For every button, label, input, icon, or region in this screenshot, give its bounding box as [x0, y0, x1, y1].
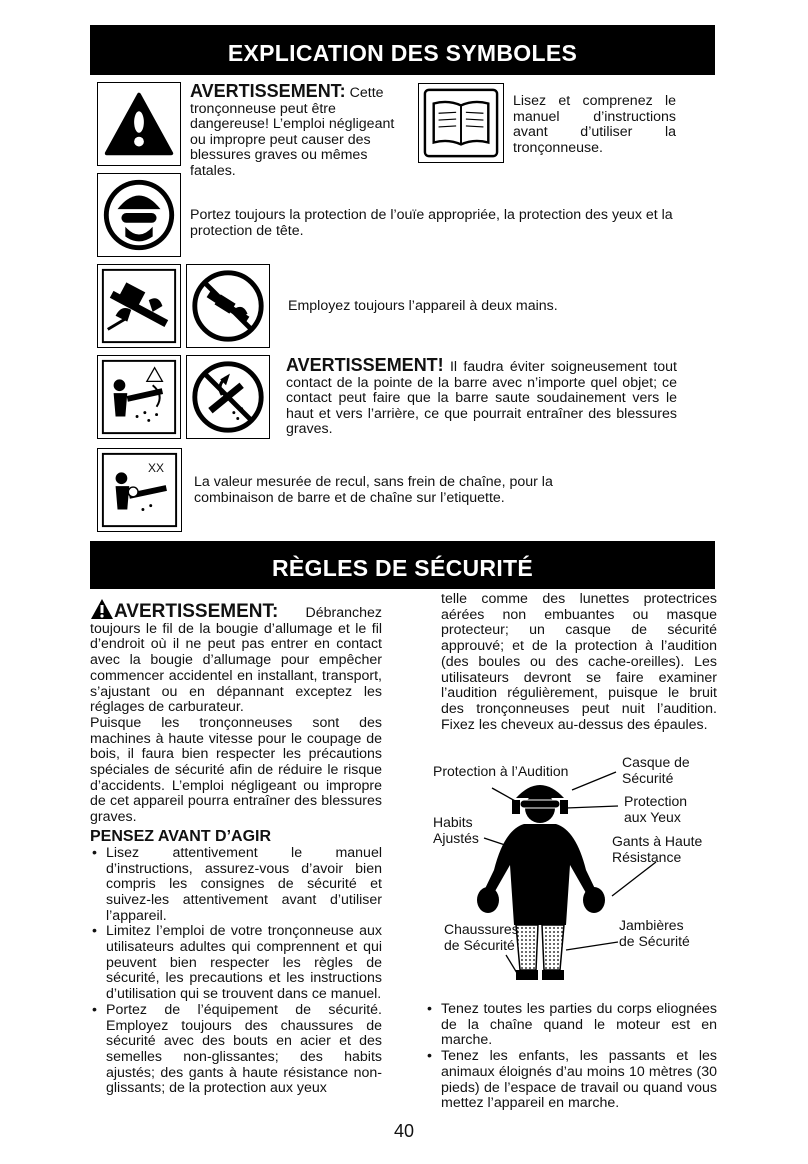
kickback-icon — [97, 355, 181, 439]
label-eyes: Protection aux Yeux — [624, 793, 688, 825]
rules-warning: AVERTISSEMENT: Débranchez toujours le fil de la bougie d’allumage et le fil d’endroit où il ne peut pas entrer en contact avec la bougie d’allumage pour empêcher commencer accidentel en installant, transport, s’ajustant ou en dépannant exceptez les réglages de carburateur. — [90, 598, 382, 716]
two-hands-text: Employez toujours l’appareil à deux mains. — [288, 298, 558, 314]
read-manual-icon — [418, 83, 504, 163]
recoil-text: La valeur mesurée de recul, sans frein de chaîne, pour la combinaison de barre et de chaîne sur l’etiquette. — [194, 474, 553, 506]
protective-gear-figure — [420, 750, 720, 995]
list-item: • Tenez les enfants, les passants et les animaux éloignés d’au moins 10 mètres (30 pieds) de l’espace de travail ou quand vous mettez l’appareil en marche. — [425, 1049, 717, 1112]
manual-text: Lisez et comprenez le manuel d’instructions avant d’utiliser la tronçonneuse. — [513, 93, 676, 156]
label-clothes: Habits Ajustés — [433, 814, 479, 846]
rules-right-bullets — [425, 1002, 717, 1112]
label-shoes: Chaussures de Sécurité — [444, 921, 519, 953]
warning-triangle-icon — [97, 82, 181, 166]
label-helmet: Casque de Sécurité — [622, 754, 690, 786]
kickback-text: AVERTISSEMENT! Il faudra éviter soigneusement tout contact de la pointe de la barre avec n’importe quel objet; ce contact peut faire que la barre saute soudainement vers le haut et vers l’arrière, ce que pourrait entraîner des blessures graves. — [286, 355, 677, 437]
continuation-text: telle comme des lunettes protectrices aérées non embuantes ou masque protecteur; un casque de sécurité approuvé; et de la protection à l’audition (des boules ou des cache-oreilles). Les utilisateurs devront se faire examiner l’audition régulièrement, puisque le bruit des tronçonneuses peut nuit l’audition. Fixez les cheveux au-dessus des épaules. — [441, 591, 717, 733]
rules-banner: RÈGLES DE SÉCURITÉ — [90, 541, 715, 589]
list-item: • Limitez l’emploi de votre tronçonneuse aux utilisateurs adultes qui comprennent et qui peuvent bien respecter les règles de sécurité, les precautions et les instructions d’utilisation qui se trouvent dans ce manuel. — [90, 924, 382, 1003]
list-item: • Portez de l’équipement de sécurité. Employez toujours des chaussures de sécurité avec des bouts en acier et des semelles non-glissantes; des habits ajustés; des gants à haute résistance non-glissants; de la protection aux yeux — [90, 1003, 382, 1097]
label-gloves: Gants à Haute Résistance — [612, 833, 703, 865]
protection-gear-icon — [97, 173, 181, 257]
protection-text: Portez toujours la protection de l’ouïe appropriée, la protection des yeux et la protection de tête. — [190, 207, 673, 239]
recoil-value-icon — [97, 448, 182, 532]
one-hand-prohibited-icon — [186, 264, 270, 348]
symbols-banner: EXPLICATION DES SYMBOLES — [90, 25, 715, 75]
rules-left-column — [90, 598, 382, 1097]
page-number: 40 — [393, 1121, 415, 1141]
two-hands-icon — [97, 264, 181, 348]
tip-contact-prohibited-icon — [186, 355, 270, 439]
think-heading: PENSEZ AVANT D’AGIR — [90, 827, 272, 845]
recoil-label: XX — [148, 461, 165, 475]
list-item: • Tenez toutes les parties du corps eliognées de la chaîne quand le moteur est en marche. — [425, 1002, 717, 1049]
warning-small-icon — [90, 598, 114, 620]
rules-intro: Puisque les tronçonneuses sont des machines à haute vitesse pour le coupage de bois, il faura bien respecter les précautions spéciales de sécurité afin de réduire le risque d’accidents. L’emploi négligeant ou impropre de cet appareil pourra entraîner des blessures graves. — [90, 714, 382, 826]
warning-text-1: AVERTISSEMENT: Cette tronçonneuse peut être dangereuse! L’emploi négligeant ou impropre peut causer des blessures graves ou mêmes fatales. — [190, 81, 395, 179]
list-item: • Lisez attentivement le manuel d’instructions, assurez-vous d’avoir bien compris les consignes de sécurité et suivez-les attentivement avant d’utiliser l’appareil. — [90, 846, 382, 925]
label-chaps: Jambières de Sécurité — [619, 917, 690, 949]
label-hearing: Protection à l’Audition — [433, 763, 569, 779]
